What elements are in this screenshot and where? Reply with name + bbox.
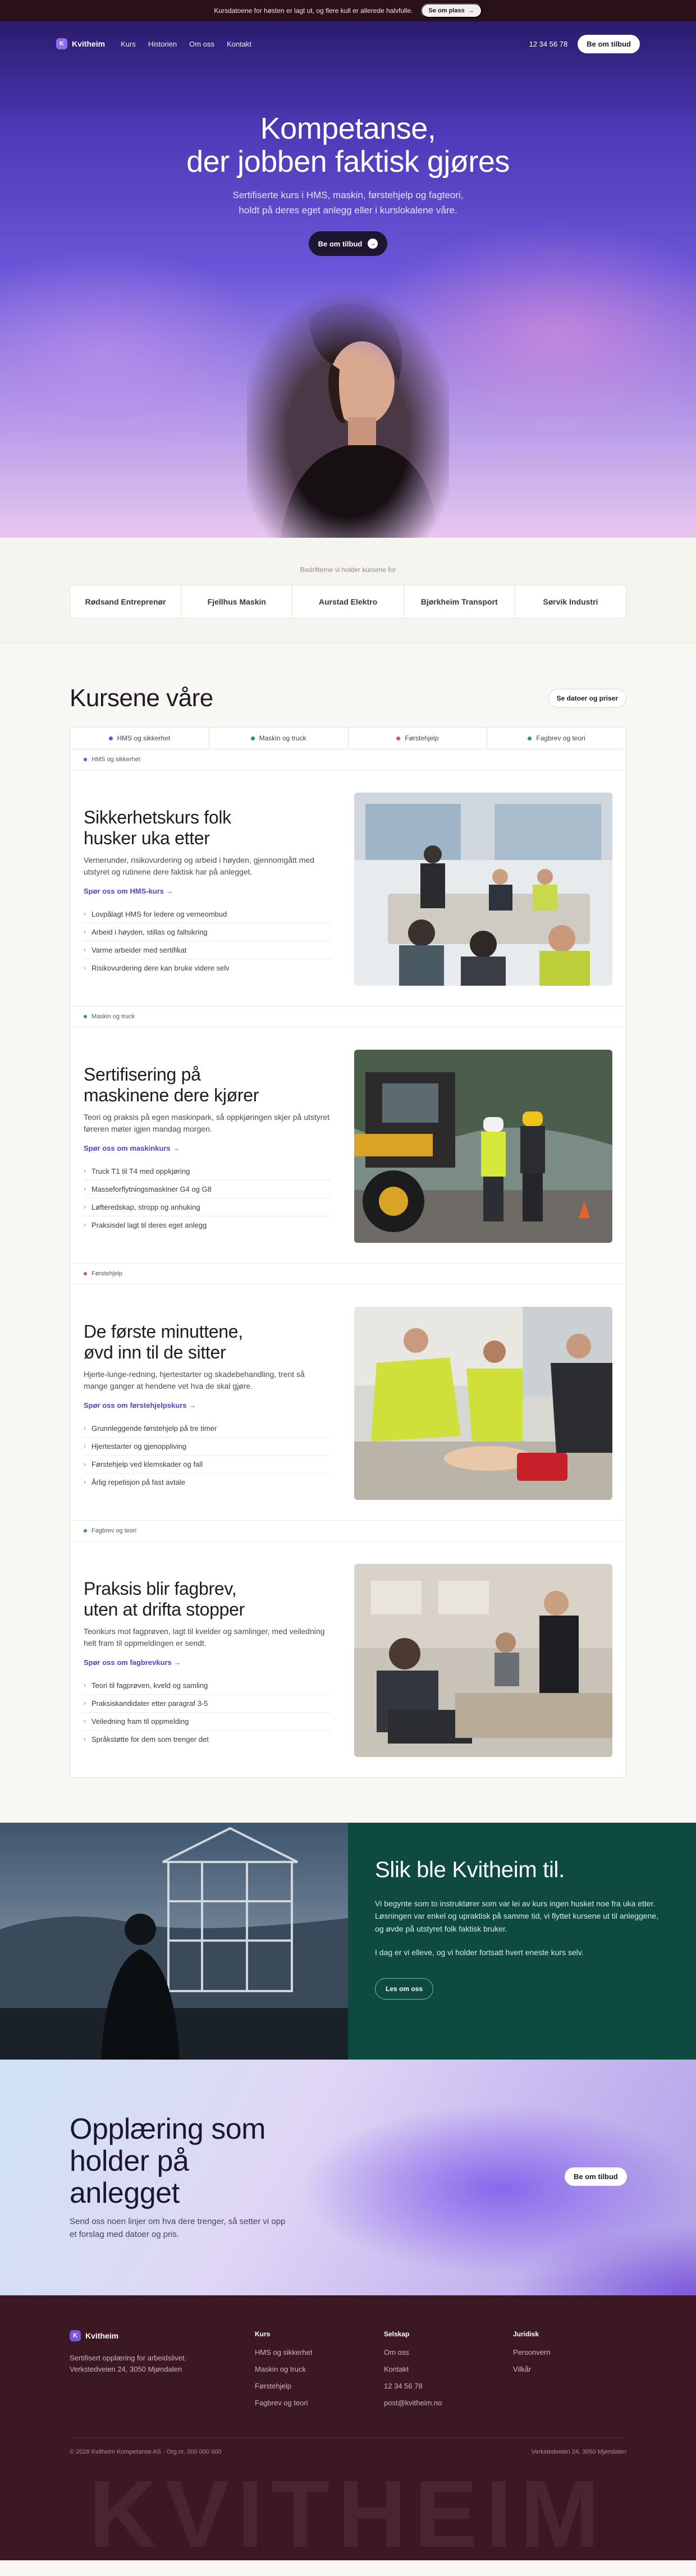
list-item [84, 1730, 331, 1748]
hero-title-line: Kompetanse, [260, 112, 436, 145]
nav-link-about[interactable]: Om oss [189, 39, 214, 48]
course-bullets [84, 1677, 331, 1748]
list-item [84, 1198, 331, 1216]
nav-link-history[interactable]: Historien [148, 39, 177, 48]
course-body [70, 1541, 626, 1777]
announcement-text: Kursdatoene for høsten er lagt ut, og flere kull er allerede halvfulle. [214, 7, 413, 15]
footer-link[interactable]: Kontakt [384, 2365, 409, 2373]
top-navigation [56, 33, 640, 55]
course-description: Hjerte-lunge-redning, hjertestarter og skadebehandling, trent så mange ganger at hendene vet hva de skal gjøre. [84, 1369, 305, 1390]
tab-label: Maskin og truck [259, 734, 306, 742]
tab-label: Førstehjelp [405, 734, 439, 742]
category-dot-icon [251, 736, 255, 740]
bullet-text: Praksiskandidater etter paragraf 3-5 [91, 1699, 208, 1708]
list-item [84, 1180, 331, 1198]
tab-label: HMS og sikkerhet [117, 734, 171, 742]
course-list [70, 749, 626, 1778]
course-title-line: uten at drifta stopper [84, 1599, 245, 1619]
course-body [70, 770, 626, 1006]
tab-hms[interactable] [70, 727, 209, 749]
footer-link[interactable]: 12 34 56 78 [384, 2382, 423, 2390]
chevron-right-icon: › [84, 1699, 86, 1708]
course-title-line: Sertifisering på [84, 1064, 201, 1085]
course-contact-link[interactable]: Spør oss om førstehjelpskurs → [84, 1401, 196, 1410]
bullet-text: Teori til fagprøven, kveld og samling [91, 1681, 208, 1690]
chevron-right-icon: › [84, 946, 86, 954]
course-card-trade-certificate [70, 1520, 626, 1777]
footer-description-line: Verkstedveien 24, 3050 Mjøndalen [70, 2364, 182, 2373]
course-title-line: maskinene dere kjører [84, 1085, 259, 1105]
announcement-bar [0, 0, 696, 21]
list-item [84, 1437, 331, 1455]
client-logo: Sørvik Industri [543, 597, 598, 606]
cta-title-line: anlegget [70, 2177, 180, 2210]
client-logos-section [0, 538, 696, 643]
list-item [84, 1455, 331, 1473]
footer [0, 2295, 696, 2560]
footer-bottom-bar [70, 2438, 626, 2455]
list-item [84, 1677, 331, 1694]
category-dot-icon [84, 1529, 87, 1532]
course-tag-label: Fagbrev og teori [91, 1527, 137, 1534]
footer-column-company [384, 2330, 442, 2415]
bullet-text: Varme arbeider med sertifikat [91, 945, 187, 954]
course-text [84, 793, 331, 989]
course-body [70, 1027, 626, 1263]
about-section [0, 1823, 696, 2060]
about-paragraph: I dag er vi elleve, og vi holder fortsatt hvert eneste kurs selv. [375, 1948, 584, 1957]
chevron-right-icon: › [84, 928, 86, 936]
hero-request-quote-button[interactable] [309, 231, 387, 256]
course-contact-link[interactable]: Spør oss om fagbrevkurs → [84, 1658, 181, 1667]
chevron-right-icon: › [84, 1460, 86, 1468]
see-availability-label: Se om plass [428, 7, 465, 14]
category-dot-icon [528, 736, 532, 740]
footer-link[interactable]: Førstehjelp [255, 2382, 292, 2390]
course-title-line: husker uka etter [84, 827, 210, 848]
course-title [84, 1064, 331, 1106]
chevron-right-icon: › [84, 1681, 86, 1690]
chevron-right-icon: › [84, 1442, 86, 1451]
course-description: Teori og praksis på egen maskinpark, så oppkjøringen skjer på utstyret føreren møter igjen mandag morgen. [84, 1112, 330, 1133]
cta-text-line: Send oss noen linjer om hva dere trenger, så setter vi opp [70, 2217, 286, 2226]
footer-column-title: Kurs [255, 2330, 271, 2338]
bullet-text: Praksisdel lagt til deres eget anlegg [91, 1220, 207, 1229]
nav-right [529, 35, 640, 53]
arrow-right-icon: → [368, 239, 378, 249]
client-logo: Aurstad Elektro [292, 585, 404, 618]
tab-first-aid[interactable] [349, 727, 488, 749]
course-tag-label: Førstehjelp [91, 1270, 123, 1277]
nav-request-quote-button[interactable]: Be om tilbud [578, 35, 640, 53]
tab-label: Fagbrev og teori [536, 734, 585, 742]
see-availability-button[interactable] [421, 3, 482, 18]
courses-header [70, 684, 626, 712]
category-dot-icon [396, 736, 400, 740]
course-photo-meeting [354, 793, 612, 986]
footer-brand [70, 2330, 186, 2374]
course-title [84, 1321, 331, 1363]
hero-cta-label: Be om tilbud [318, 239, 363, 248]
footer-brand-name: Kvitheim [85, 2331, 119, 2340]
list-item [84, 923, 331, 941]
cta-text-line: et forslag med datoer og pris. [70, 2229, 180, 2239]
course-title-line: Praksis blir fagbrev, [84, 1578, 237, 1599]
course-photo-cpr-training [354, 1307, 612, 1500]
client-logo-row [70, 585, 626, 619]
list-item [84, 959, 331, 977]
course-bullets [84, 1163, 331, 1234]
course-description: Teorikurs mot fagprøven, lagt til kvelder og samlinger, med veiledning helt fram til oppmeldingen er sendt. [84, 1626, 325, 1648]
hero-subtitle [0, 187, 696, 218]
nav-phone[interactable]: 12 34 56 78 [529, 39, 568, 48]
see-dates-prices-button[interactable]: Se datoer og priser [548, 689, 626, 708]
about-photo-construction-site [0, 1823, 348, 2060]
footer-logo[interactable] [70, 2330, 186, 2341]
list-item [84, 1473, 331, 1491]
hero-portrait-image [247, 285, 449, 538]
bullet-text: Masseforflytningsmaskiner G4 og G8 [91, 1184, 212, 1193]
about-paragraph: Vi begynte som to instruktører som var lei av kurs ingen husket noe fra uka etter. Løsningen var enkel og upraktisk på samme tid, vi flyttet kursene ut til anleggene, og øvde på utstyret folk faktisk bruker. [375, 1899, 659, 1933]
list-item [84, 1712, 331, 1730]
chevron-right-icon: › [84, 1221, 86, 1229]
courses-section [0, 643, 696, 1823]
hero-title-line: der jobben faktisk gjøres [186, 145, 510, 179]
course-title-line: øvd inn til de sitter [84, 1342, 226, 1362]
bullet-text: Arbeid i høyden, stillas og fallsikring [91, 927, 208, 936]
bullet-text: Lovpålagt HMS for ledere og verneombud [91, 909, 227, 918]
footer-link[interactable]: post@kvitheim.no [384, 2399, 442, 2407]
course-tag-label: HMS og sikkerhet [91, 756, 140, 763]
footer-column-legal [513, 2330, 550, 2382]
nav-link-courses[interactable]: Kurs [121, 39, 136, 48]
course-text [84, 1564, 331, 1760]
course-category-tabs [70, 727, 626, 749]
course-card-machine [70, 1006, 626, 1263]
read-about-us-button[interactable]: Les om oss [375, 1978, 433, 2000]
course-title-line: De første minuttene, [84, 1321, 243, 1342]
brand-mark-icon: K [56, 38, 67, 49]
chevron-right-icon: › [84, 1735, 86, 1744]
footer-link[interactable]: Personvern [513, 2348, 551, 2357]
bullet-text: Grunnleggende førstehjelp på tre timer [91, 1424, 217, 1433]
clients-label: Bedrifterne vi holder kursene for [300, 566, 396, 574]
about-text [348, 1823, 696, 2060]
course-tag [70, 749, 626, 770]
cta-title [70, 2113, 265, 2210]
bullet-text: Hjertestarter og gjenoppliving [91, 1442, 187, 1451]
course-title [84, 1578, 331, 1620]
bullet-text: Språkstøtte for dem som trenger det [91, 1735, 209, 1744]
chevron-right-icon: › [84, 1424, 86, 1433]
footer-link[interactable]: HMS og sikkerhet [255, 2348, 313, 2357]
course-card-first-aid [70, 1263, 626, 1520]
course-tag [70, 1006, 626, 1027]
course-contact-link[interactable]: Spør oss om maskinkurs → [84, 1143, 180, 1152]
chevron-right-icon: › [84, 1717, 86, 1726]
course-title [84, 807, 331, 849]
category-dot-icon [84, 1272, 87, 1275]
course-bullets [84, 1420, 331, 1491]
footer-address: Verkstedveien 24, 3050 Mjøndalen [531, 2449, 626, 2455]
cta-section [0, 2060, 696, 2295]
bullet-text: Løfteredskap, stropp og anhuking [91, 1202, 200, 1211]
copyright: © 2026 Kvitheim Kompetanse AS · Org.nr. 000 000 000 [70, 2449, 222, 2455]
nav-link-contact[interactable]: Kontakt [226, 39, 252, 48]
list-item [84, 1694, 331, 1712]
chevron-right-icon: › [84, 1203, 86, 1211]
footer-description-line: Sertifisert opplæring for arbeidslivet. [70, 2354, 187, 2362]
cta-title-line: Opplæring som [70, 2113, 265, 2145]
bullet-text: Veiledning fram til oppmelding [91, 1717, 189, 1726]
brand-name: Kvitheim [72, 39, 106, 48]
chevron-right-icon: › [84, 1478, 86, 1486]
client-logo: Rødsand Entreprenør [70, 585, 181, 618]
course-bullets [84, 905, 331, 977]
bullet-text: Risikovurdering dere kan bruke videre selv [91, 963, 230, 972]
tab-machine[interactable] [209, 727, 349, 749]
footer-link[interactable]: Fagbrev og teori [255, 2399, 308, 2407]
footer-link[interactable]: Maskin og truck [255, 2365, 306, 2373]
hero-subtitle-line: Sertifiserte kurs i HMS, maskin, førstehjelp og fagteori, [232, 190, 464, 200]
course-photo-classroom [354, 1564, 612, 1757]
footer-wordmark: KVITHEIM [88, 2461, 608, 2560]
category-dot-icon [84, 1015, 87, 1018]
bullet-text: Årlig repetisjon på fast avtale [91, 1477, 185, 1486]
course-tag-label: Maskin og truck [91, 1013, 135, 1020]
course-card-hms [70, 749, 626, 1006]
footer-column-title: Selskap [384, 2330, 410, 2338]
chevron-right-icon: › [84, 1167, 86, 1175]
client-logo: Bjørkheim Transport [404, 585, 515, 618]
courses-title: Kursene våre [70, 684, 213, 712]
brand-logo[interactable] [56, 38, 105, 49]
chevron-right-icon: › [84, 964, 86, 972]
course-text [84, 1050, 331, 1246]
course-photo-excavator [354, 1050, 612, 1243]
course-text [84, 1307, 331, 1503]
hero-title [0, 112, 696, 179]
brand-mark-icon: K [70, 2330, 81, 2341]
list-item [84, 1216, 331, 1234]
course-tag [70, 1264, 626, 1284]
list-item [84, 941, 331, 959]
client-logo: Fjellhus Maskin [181, 585, 292, 618]
list-item [84, 1420, 331, 1437]
about-title: Slik ble Kvitheim til. [375, 1857, 565, 1882]
nav-links [121, 40, 251, 48]
arrow-right-icon: → [468, 7, 474, 14]
list-item [84, 905, 331, 923]
category-dot-icon [84, 758, 87, 761]
chevron-right-icon: › [84, 910, 86, 918]
chevron-right-icon: › [84, 1185, 86, 1193]
footer-link[interactable]: Om oss [384, 2348, 409, 2357]
tab-trade-certificate[interactable] [487, 727, 626, 749]
footer-description [70, 2353, 186, 2374]
course-body [70, 1284, 626, 1520]
course-description: Vernerunder, risikovurdering og arbeid i høyden, gjennomgått med utstyret og rutinene dere faktisk har på anlegget. [84, 855, 314, 876]
footer-column-title: Juridisk [513, 2330, 539, 2338]
footer-link[interactable]: Vilkår [513, 2365, 532, 2373]
course-tag [70, 1521, 626, 1541]
cta-request-quote-button[interactable]: Be om tilbud [565, 2167, 627, 2186]
bullet-text: Truck T1 til T4 med oppkjøring [91, 1166, 190, 1175]
course-title-line: Sikkerhetskurs folk [84, 807, 231, 827]
cta-text [70, 2216, 285, 2241]
list-item [84, 1163, 331, 1180]
cta-title-line: holder på [70, 2145, 189, 2178]
hero-section [0, 21, 696, 538]
course-contact-link[interactable]: Spør oss om HMS-kurs → [84, 886, 173, 895]
hero-subtitle-line: holdt på deres eget anlegg eller i kurslokalene våre. [239, 205, 457, 216]
bullet-text: Førstehjelp ved klemskader og fall [91, 1459, 203, 1468]
footer-column-courses [255, 2330, 313, 2415]
category-dot-icon [109, 736, 113, 740]
